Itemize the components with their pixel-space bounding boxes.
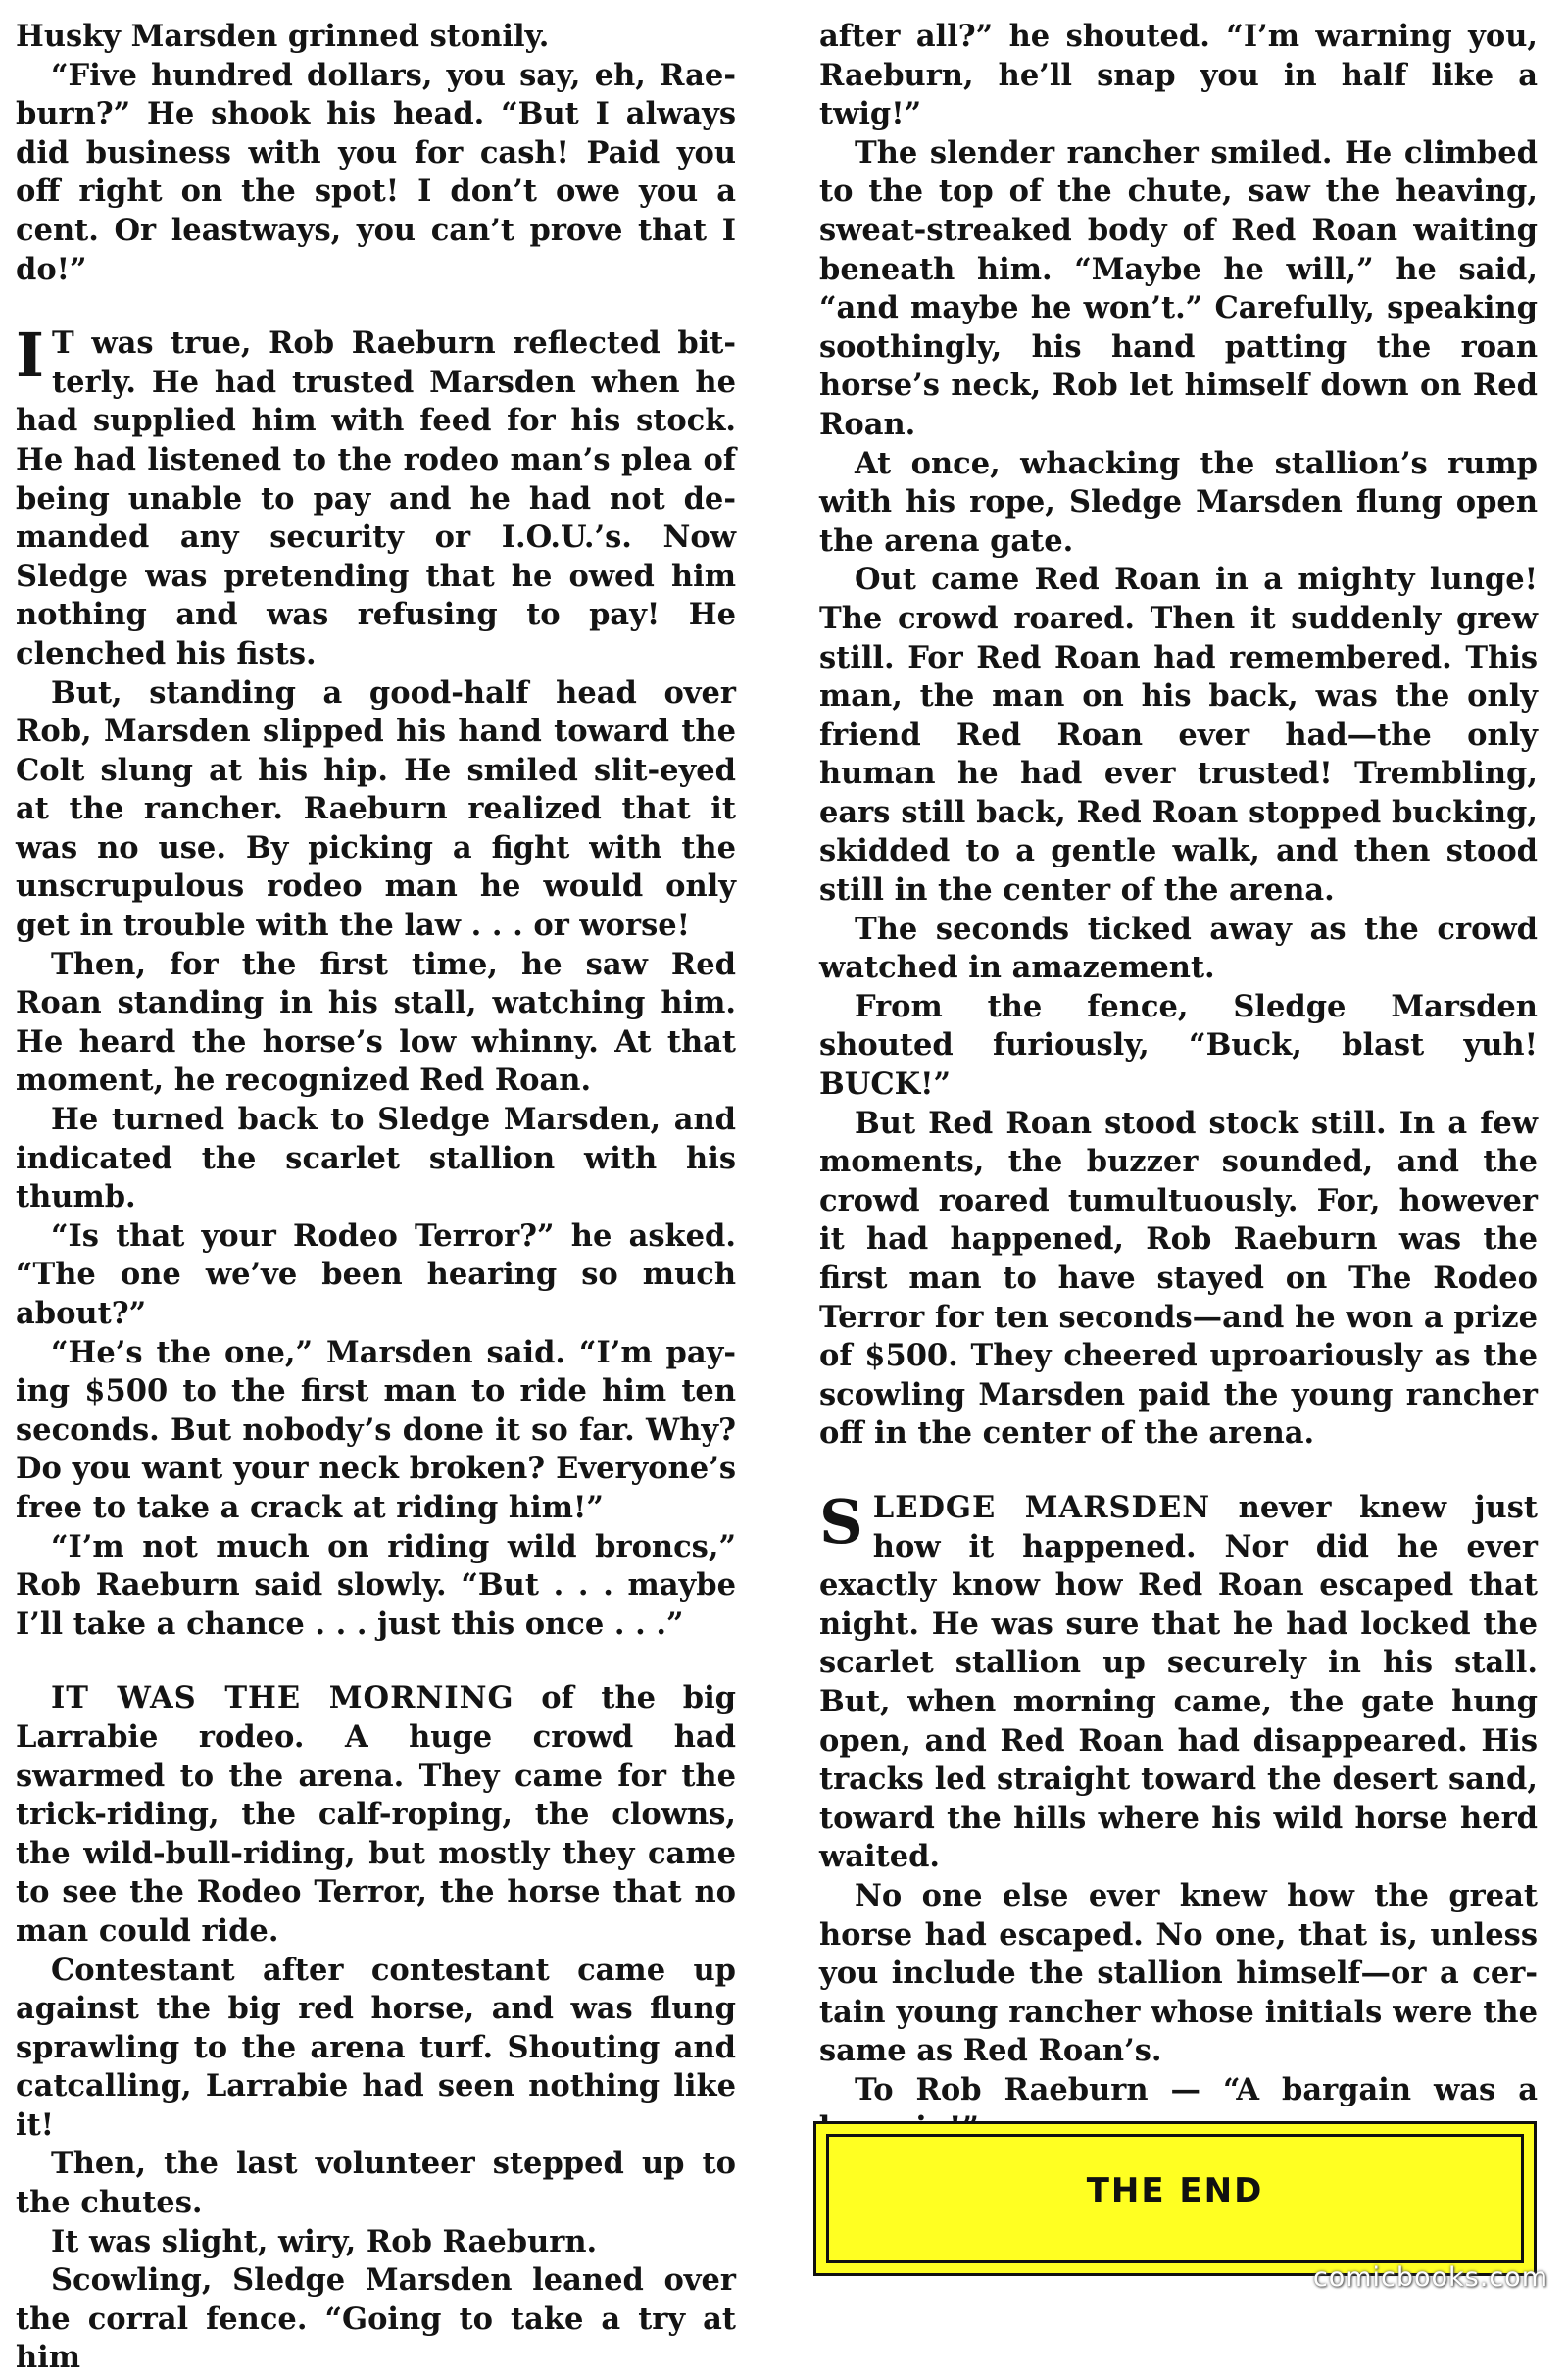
paragraph-text: The seconds ticked away as the crowd watched in amazement. — [819, 911, 1538, 986]
lead-in-caps: IT WAS THE MORNING — [51, 1680, 514, 1716]
paragraph-text: “Five hundred dollars, you say, eh, Raeburn?” He shook his head. “But I always did business with you for cash! Paid you off right on the spot! I don’t owe you a cent. Or leastways, you can’t prove that I do!” — [16, 57, 736, 287]
paragraph-text: No one else ever knew how the great horse had escaped. No one, that is, unless you include the stallion himself—or a certain young rancher whose initials were the same as Red Roan’s. — [819, 1877, 1538, 2069]
paragraph-text: But Red Roan stood stock still. In a few moments, the buzzer sounded, and the crowd roared tumultuously. For, however it had happened, Rob Raeburn was the first man to have stayed on The Rodeo Terror for ten seconds—and he won a prize of $500. They cheered uproariously as the scowling Marsden paid the young rancher off in the center of the arena. — [819, 1105, 1538, 1452]
paragraph — [819, 1485, 1538, 1877]
right-text-column — [819, 18, 1538, 2149]
paragraph — [819, 134, 1538, 445]
paragraph — [16, 1334, 736, 1528]
paragraph — [819, 18, 1538, 134]
paragraph-text: It was slight, wiry, Rob Raeburn. — [51, 2223, 598, 2259]
paragraph-text: The slender rancher smiled. He climbed to the top of the chute, saw the heaving, sweat-streaked body of Red Roan waiting beneath him. “Maybe he will,” he said, “and maybe he won’t.” Carefully, speaking soothingly, his hand patting the roan horse’s neck, Rob let himself down on Red Roan. — [819, 134, 1538, 442]
paragraph — [819, 1105, 1538, 1454]
paragraph — [16, 1101, 736, 1217]
the-end-box — [813, 2121, 1537, 2276]
paragraph — [819, 561, 1538, 910]
paragraph-text: Contestant after contestant came up against the big red horse, and was flung sprawling to the arena turf. Shouting and catcalling, Larrabie had seen nothing like it! — [16, 1952, 736, 2143]
drop-cap: I — [16, 320, 45, 392]
paragraph — [16, 674, 736, 946]
paragraph-text: Out came Red Roan in a mighty lunge! The crowd roared. Then it suddenly grew still. For Red Roan had remembered. This man, the man on his back, was the only friend Red Roan ever had—the only human he had ever trusted! Trembling, ears still back, Red Roan stopped bucking, skidded to a gentle walk, and then stood still in the center of the arena. — [819, 562, 1538, 909]
left-text-column — [16, 18, 736, 2378]
paragraph-text: Husky Marsden grinned stonily. — [16, 19, 550, 54]
paragraph — [16, 18, 736, 57]
paragraph-text: after all?” he shouted. “I’m warning you, Raeburn, he’ll snap you in half like a twig!” — [819, 19, 1538, 132]
paragraph — [16, 2145, 736, 2222]
paragraph-text: “I’m not much on riding wild broncs,” Rob Raeburn said slowly. “But . . . maybe I’ll take a chance . . . just this once . . .” — [16, 1528, 736, 1642]
paragraph — [819, 988, 1538, 1105]
paragraph-text: never knew just how it happened. Nor did he ever exactly know how Red Roan escaped that night. He was sure that he had locked the scarlet stallion up securely in his stall. But, when morning came, the gate hung open, and Red Roan had disappeared. His tracks led straight toward the desert sand, toward the hills where his wild horse herd waited. — [819, 1489, 1538, 1875]
paragraph — [16, 1217, 736, 1334]
paragraph-text: He turned back to Sledge Marsden, and indicated the scarlet stallion with his thumb. — [16, 1102, 736, 1215]
paragraph — [819, 911, 1538, 988]
paragraph — [819, 445, 1538, 562]
paragraph — [819, 1877, 1538, 2071]
paragraph — [16, 1952, 736, 2146]
paragraph — [16, 320, 736, 673]
paragraph-text: “Is that your Rodeo Terror?” he asked. “The one we’ve been hearing so much about?” — [16, 1217, 736, 1331]
paragraph-text: T was true, Rob Raeburn reflected bitterly. He had trusted Marsden when he had supplied him with feed for his stock. He had listened to the rodeo man’s plea of being unable to pay and he had not demanded any security or I.O.U.’s. Now Sledge was pretending that he owed him nothing and was refusing to pay! He clenched his fists. — [16, 325, 736, 671]
paragraph — [16, 1528, 736, 1645]
watermark: comicbooks.com — [1312, 2262, 1548, 2293]
paragraph-text: of the big Larrabie rodeo. A huge crowd had swarmed to the arena. They came for the trick-riding, the calf-roping, the clowns, the wild-bull-riding, but mostly they came to see the Rodeo Terror, the horse that no man could ride. — [16, 1680, 736, 1949]
paragraph-text: But, standing a good-half head over Rob, Marsden slipped his hand toward the Colt slung at his hip. He smiled slit-eyed at the rancher. Raeburn realized that it was no use. By picking a fight with the unscrupulous rodeo man he would only get in trouble with the law . . . or worse! — [16, 674, 736, 944]
paragraph — [16, 2261, 736, 2378]
lead-in-caps: LEDGE MARSDEN — [872, 1489, 1211, 1525]
paragraph-text: Then, the last volunteer stepped up to the chutes. — [16, 2146, 736, 2221]
drop-cap: S — [819, 1485, 863, 1558]
paragraph-text: “He’s the one,” Marsden said. “I’m paying $500 to the first man to ride him ten seconds. But nobody’s done it so far. Why? Do you want your neck broken? Everyone’s free to take a crack at riding him!” — [16, 1334, 736, 1525]
paragraph — [16, 2223, 736, 2262]
paragraph — [16, 57, 736, 290]
paragraph-text: To Rob Raeburn — “A bargain was a — [855, 2071, 1538, 2107]
paragraph — [16, 946, 736, 1101]
paragraph-text: Then, for the first time, he saw Red Roan standing in his stall, watching him. He heard the horse’s low whinny. At that moment, he recognized Red Roan. — [16, 946, 736, 1099]
paragraph-text: At once, whacking the stallion’s rump with his rope, Sledge Marsden flung open the arena gate. — [819, 445, 1538, 559]
paragraph-text: From the fence, Sledge Marsden shouted furiously, “Buck, blast yuh! BUCK!” — [819, 988, 1538, 1103]
paragraph-text: Scowling, Sledge Marsden leaned over the corral fence. “Going to take a try at him — [16, 2262, 736, 2376]
paragraph — [16, 1679, 736, 1951]
the-end-label: THE END — [1086, 2171, 1264, 2210]
